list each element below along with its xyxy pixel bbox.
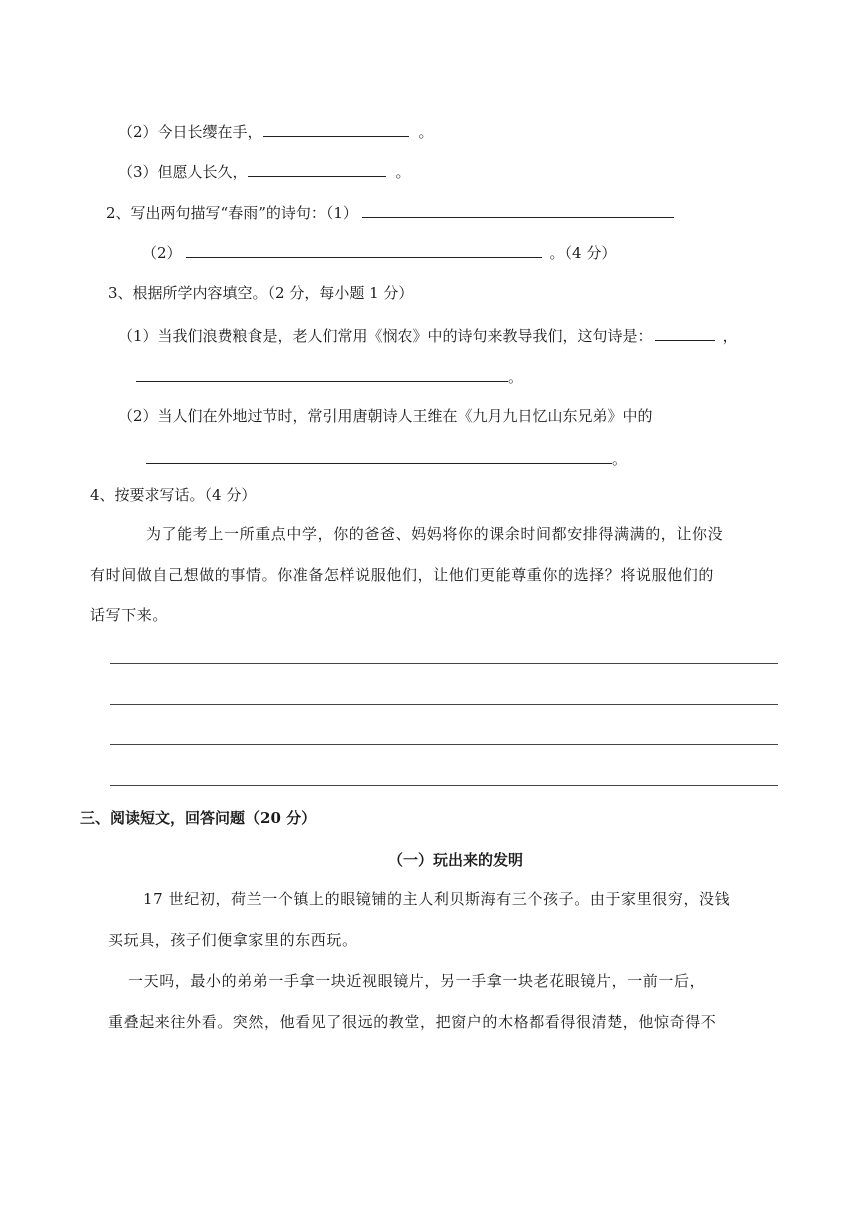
question-4-prompt-line-2: 有时间做自己想做的事情。你准备怎样说服他们，让他们更能尊重你的选择？将说服他们的 bbox=[90, 566, 715, 584]
question-2-part-2 bbox=[142, 242, 616, 263]
passage-title: （一）玩出来的发明 bbox=[388, 851, 524, 869]
fill-item-2-end: 。 bbox=[418, 123, 434, 141]
question-2-text: 2、写出两句描写“春雨”的诗句：（1） bbox=[106, 204, 358, 222]
question-3: 3、根据所学内容填空。（2 分，每小题 1 分） bbox=[108, 284, 414, 302]
question-4-prompt-line-3: 话写下来。 bbox=[90, 606, 169, 624]
question-3-sub-1-end: 。 bbox=[508, 368, 524, 386]
fill-item-2 bbox=[118, 121, 434, 142]
answer-blank[interactable] bbox=[263, 121, 409, 137]
answer-blank[interactable] bbox=[136, 366, 508, 382]
writing-line[interactable] bbox=[110, 785, 778, 786]
answer-blank[interactable] bbox=[146, 448, 612, 464]
question-2-part-2-end: 。（4 分） bbox=[549, 244, 617, 262]
fill-item-3-end: 。 bbox=[395, 163, 411, 181]
question-3-sub-2-end: 。 bbox=[612, 450, 628, 468]
question-2 bbox=[106, 202, 674, 223]
question-3-sub-2: （2）当人们在外地过节时，常引用唐朝诗人王维在《九月九日忆山东兄弟》中的 bbox=[118, 407, 653, 425]
answer-blank[interactable] bbox=[655, 325, 715, 341]
passage-paragraph-2-line-2: 重叠起来往外看。突然，他看见了很远的教堂，把窗户的木格都看得很清楚，他惊奇得不 bbox=[108, 1013, 717, 1031]
question-3-sub-1-line-2 bbox=[136, 366, 523, 387]
question-4-prompt-line-1: 为了能考上一所重点中学，你的爸爸、妈妈将你的课余时间都安排得满满的，让你没 bbox=[146, 525, 724, 543]
answer-blank[interactable] bbox=[362, 202, 674, 218]
writing-line[interactable] bbox=[110, 744, 778, 745]
question-2-part-2-label: （2） bbox=[142, 244, 182, 262]
question-3-sub-2-line-2 bbox=[146, 448, 627, 469]
question-3-sub-1-comma: ， bbox=[722, 327, 738, 345]
passage-paragraph-1-line-2: 买玩具，孩子们便拿家里的东西玩。 bbox=[108, 931, 358, 949]
fill-item-2-label: （2）今日长缨在手， bbox=[118, 123, 263, 141]
writing-line[interactable] bbox=[110, 663, 778, 664]
passage-paragraph-1-line-1: 17 世纪初，荷兰一个镇上的眼镜铺的主人利贝斯海有三个孩子。由于家里很穷，没钱 bbox=[143, 890, 731, 908]
question-3-sub-1-text: （1）当我们浪费粮食是，老人们常用《悯农》中的诗句来教导我们，这句诗是： bbox=[118, 327, 653, 345]
section-3-heading: 三、阅读短文，回答问题（20 分） bbox=[80, 809, 317, 827]
fill-item-3 bbox=[118, 161, 411, 182]
answer-blank[interactable] bbox=[248, 161, 386, 177]
fill-item-3-label: （3）但愿人长久， bbox=[118, 163, 248, 181]
question-3-sub-1 bbox=[118, 325, 738, 346]
writing-line[interactable] bbox=[110, 704, 778, 705]
answer-blank[interactable] bbox=[186, 242, 542, 258]
passage-paragraph-2-line-1: 一天吗，最小的弟弟一手拿一块近视眼镜片，另一手拿一块老花眼镜片，一前一后， bbox=[128, 972, 706, 990]
question-4: 4、按要求写话。（4 分） bbox=[90, 486, 257, 504]
